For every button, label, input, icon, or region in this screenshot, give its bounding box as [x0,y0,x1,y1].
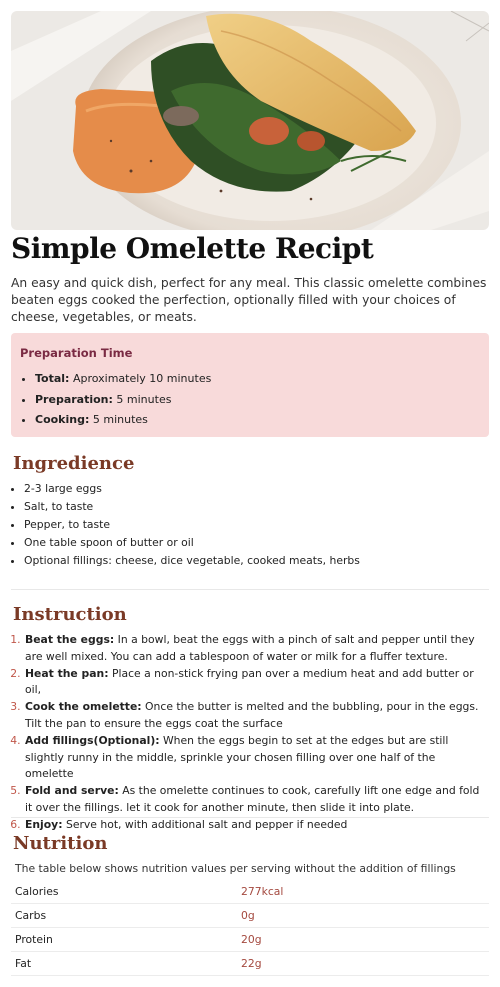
nutrition-table [11,880,489,976]
preparation-time-box [11,333,489,437]
step-text: As the omelette continues to cook, carefully lift one edge and fold it over the fillings. let it cook for another minute, then slide it into plate. [25,784,480,814]
instructions-list [11,632,486,834]
prep-item-value: 5 minutes [112,392,172,406]
step-text: Serve hot, with additional salt and pepper if needed [62,817,348,831]
step-text: When the eggs begin to set at the edges but are still slightly runny in the middle, sprinkle your chosen filling over one half of the omelette [25,733,449,781]
nutrient-value: 20g [241,933,262,946]
table-row [11,904,489,928]
instruction-step [24,632,486,666]
table-row [11,952,489,976]
nutrition-heading: Nutrition [13,833,108,854]
instruction-step [24,733,486,783]
nutrition-description: The table below shows nutrition values per serving without the addition of fillings [15,862,456,875]
omelette-hero-image [11,11,489,230]
nutrient-value: 22g [241,957,262,970]
ingredients-list [11,480,494,570]
prep-item-total [35,369,475,390]
step-label: Add fillings(Optional): [25,733,160,747]
step-label: Enjoy: [25,817,63,831]
step-label: Heat the pan: [25,666,109,680]
instruction-step [24,783,486,817]
prep-item-label: Preparation: [35,392,113,406]
step-text: In a bowl, beat the eggs with a pinch of salt and pepper until they are well mixed. You can add a tablespoon of water or milk for a fluffer texture. [25,633,475,663]
nutrient-name: Carbs [15,909,47,922]
ingredient-item: • One table spoon of butter or oil [24,534,494,552]
ingredient-item: • 2-3 large eggs [24,480,494,498]
step-label: Cook the omelette: [25,700,142,714]
prep-item-value: 5 minutes [89,413,148,426]
step-text: Place a non-stick frying pan over a medium heat and add butter or oil, [25,666,474,697]
nutrient-name: Protein [15,933,53,946]
prep-item-preparation [35,390,475,411]
nutrient-value: 277kcal [241,885,284,898]
ingredients-heading: Ingredience [13,453,135,474]
preparation-time-title: Preparation Time [20,346,133,360]
recipe-intro: An easy and quick dish, perfect for any meal. This classic omelette combines beaten eggs cooked the perfection, optionally filled with your choices of cheese, vegetables, or meats. [11,276,487,324]
prep-item-cooking [35,410,475,431]
table-row [11,928,489,952]
table-row [11,880,489,904]
recipe-title: Simple Omelette Recipt [11,232,374,265]
prep-item-label: Cooking: [35,413,90,426]
prep-item-label: Total: [35,372,70,385]
ingredient-item: • Salt, to taste [24,498,494,516]
prep-item-value: Aproximately 10 minutes [69,372,212,385]
instruction-step [24,666,486,700]
ingredient-item: • Optional fillings: cheese, dice vegetable, cooked meats, herbs [24,552,494,570]
instruction-step [24,699,486,733]
instruction-step [24,817,486,834]
nutrient-name: Calories [15,885,59,898]
ingredient-item: • Pepper, to taste [24,516,494,534]
step-label: Fold and serve: [25,784,119,798]
instructions-heading: Instruction [13,604,127,625]
nutrient-value: 0g [241,909,255,922]
section-divider [11,817,489,818]
preparation-time-list [20,369,475,431]
step-text: Once the butter is melted and the bubbling, pour in the eggs. Tilt the pan to ensure the eggs coat the surface [25,700,479,730]
step-label: Beat the eggs: [25,633,115,646]
nutrient-name: Fat [15,957,32,970]
section-divider [11,589,489,590]
